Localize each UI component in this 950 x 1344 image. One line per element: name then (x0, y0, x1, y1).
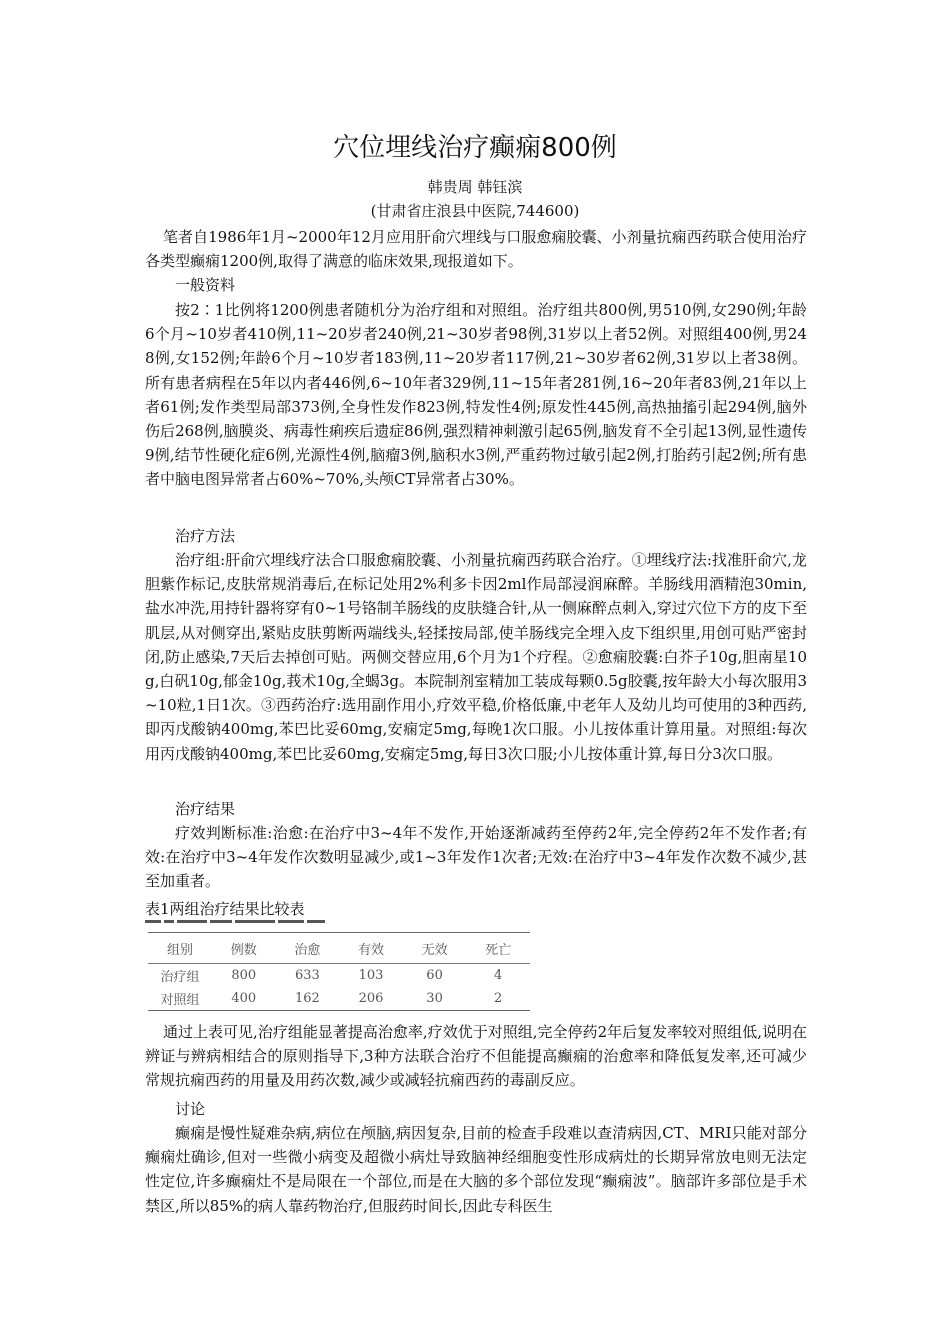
table-cell: 2 (494, 991, 503, 1006)
table-cell: 60 (426, 968, 443, 983)
intro-paragraph: 笔者自1986年1月~2000年12月应用肝俞穴埋线与口服愈痫胶囊、小剂量抗痫西药联合使用治疗各类型癫痫1200例,取得了满意的临床效果,现报道如下。 (145, 228, 807, 271)
table-cell: 30 (426, 991, 443, 1006)
discussion-heading: 讨论 (175, 1100, 206, 1118)
table-header-row (148, 933, 530, 964)
conclusion-paragraph: 通过上表可见,治疗组能显著提高治愈率,疗效优于对照组,完全停药2年后复发率较对照组低,说明在辨证与辨病相结合的原则指导下,3种方法联合治疗不但能提高癫痫的治愈率和降低复发率,还可减少常规抗痫西药的用量及用药次数,减少或减轻抗痫西药的毒副反应。 (145, 1023, 807, 1090)
table-cell: 103 (358, 968, 384, 983)
table-cell: 162 (294, 991, 320, 1006)
results-table (148, 932, 530, 1011)
results-paragraph: 疗效判断标准:治愈:在治疗中3~4年不发作,开始逐渐减药至停药2年,完全停药2年不发作者;有效:在治疗中3~4年发作次数明显减少,或1~3年发作1次者;无效:在治疗中3~4年发作次数不减少,甚至加重者。 (145, 824, 807, 891)
table-header-cell: 组别 (166, 942, 193, 958)
table-row (148, 987, 530, 1011)
article-affiliation: (甘肃省庄浪县中医院,744600) (370, 202, 580, 220)
table-caption: 表1两组治疗结果比较表 (145, 900, 305, 918)
general-paragraph: 按2∶1比例将1200例患者随机分为治疗组和对照组。治疗组共800例,男510例,女290例;年龄6个月~10岁者410例,11~20岁者240例,21~30岁者98例,31岁以上者52例。对照组400例,男248例,女152例;年龄6个月~10岁者183例,11~20岁者117例,21~30岁者62例,31岁以上者38例。所有患者病程在5年以内者446例,6~10年者329例,11~15年者281例,16~20年者83例,21年以上者61例;发作类型局部373例,全身性发作823例,特发性4例;原发性445例,高热抽搐引起294例,脑外伤后268例,脑膜炎、病毒性痢疾后遗症86例,强烈精神刺激引起65例,脑发育不全引起13例,显性遗传9例,结节性硬化症6例,光源性4例,脑瘤3例,脑积水3例,严重药物过敏引起2例,打胎药引起2例;所有患者中脑电图异常者占60%~70%,头颅CT异常者占30%。 (145, 301, 807, 489)
results-heading: 治疗结果 (175, 800, 236, 818)
table-header-cell: 死亡 (485, 942, 512, 958)
table-header-cell: 治愈 (294, 942, 321, 958)
discussion-paragraph: 癫痫是慢性疑难杂病,病位在颅脑,病因复杂,目前的检查手段难以查清病因,CT、MRI只能对部分癫痫灶确诊,但对一些微小病变及超微小病灶导致脑神经细胞变性形成病灶的长期异常放电则无法定性定位,许多癫痫灶不是局限在一个部位,而是在大脑的多个部位发现“癫痫波”。脑部许多部位是手术禁区,所以85%的病人靠药物治疗,但服药时间长,因此专科医生 (145, 1124, 807, 1215)
table-header-cell: 无效 (421, 942, 448, 958)
table-cell: 400 (231, 991, 257, 1006)
table-cell: 治疗组 (160, 970, 200, 985)
table-header-cell: 例数 (230, 942, 257, 958)
table-cell: 633 (294, 968, 320, 983)
method-paragraph: 治疗组:肝俞穴埋线疗法合口服愈痫胶囊、小剂量抗痫西药联合治疗。①埋线疗法:找准肝俞穴,龙胆紫作标记,皮肤常规消毒后,在标记处用2%利多卡因2ml作局部浸润麻醉。羊肠线用酒精泡30min,盐水冲洗,用持针器将穿有0~1号铬制羊肠线的皮肤缝合针,从一侧麻醉点刺入,穿过穴位下方的皮下至肌层,从对侧穿出,紧贴皮肤剪断两端线头,轻揉按局部,使羊肠线完全埋入皮下组织里,用创可贴严密封闭,防止感染,7天后去掉创可贴。两侧交替应用,6个月为1个疗程。②愈痫胶囊:白芥子10g,胆南星10g,白矾10g,郁金10g,莪术10g,全蝎3g。本院制剂室精加工装成每颗0.5g胶囊,按年龄大小每次服用3~10粒,1日1次。③西药治疗:选用副作用小,疗效平稳,价格低廉,中老年人及幼儿均可使用的3种西药,即丙戊酸钠400mg,苯巴比妥60mg,安痫定5mg,每晚1次口服。小儿按体重计算用量。对照组:每次用丙戊酸钠400mg,苯巴比妥60mg,安痫定5mg,每日3次口服;小儿按体重计算,每日分3次口服。 (145, 551, 807, 763)
table-cell: 4 (494, 968, 503, 983)
table-cell: 206 (358, 991, 384, 1006)
method-heading: 治疗方法 (175, 527, 236, 545)
table-header-cell: 有效 (357, 942, 384, 958)
table-scan-artifact (145, 920, 365, 924)
general-heading: 一般资料 (175, 276, 236, 294)
article-title: 穴位埋线治疗癫痫800例 (333, 133, 617, 163)
table-row (148, 964, 530, 988)
table-cell: 对照组 (160, 993, 200, 1008)
table-cell: 800 (231, 968, 257, 983)
article-authors: 韩贵周 韩钰滨 (427, 178, 523, 196)
